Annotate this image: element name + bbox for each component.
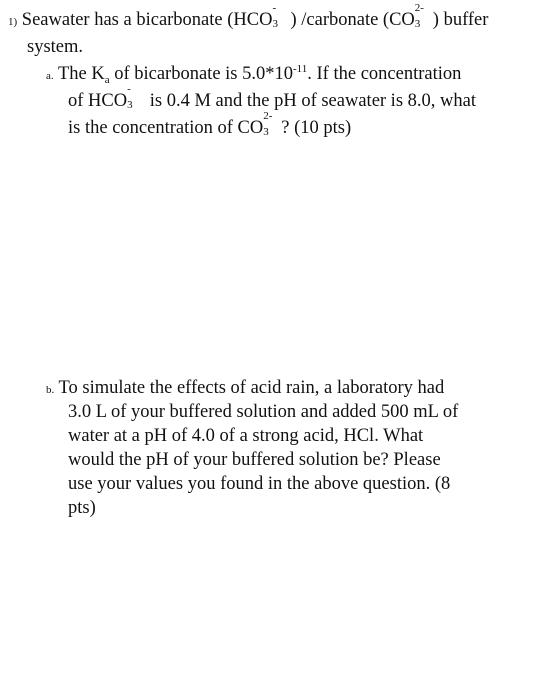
q1-text-suffix: ) buffer	[432, 10, 489, 30]
hco3-charge: -	[272, 2, 277, 14]
part-b-line-2: 3.0 L of your buffered solution and added 500 mL of	[68, 402, 459, 422]
hco3-subsup	[272, 2, 290, 30]
exponent: -11	[293, 63, 308, 75]
hco3-subscript-2: 3	[127, 99, 133, 111]
q1-text-prefix: Seawater has a bicarbonate (HCO	[21, 10, 273, 30]
part-a-l1-prefix: The K	[57, 64, 105, 84]
co3-subscript: 3	[414, 18, 421, 30]
part-b-line-1	[46, 376, 444, 402]
part-a-l3-suffix: ? (10 pts)	[281, 118, 352, 138]
part-a-l1-suffix: . If the concentration	[307, 64, 462, 84]
part-a-label: a.	[46, 70, 54, 82]
part-b-line-4: would the pH of your buffered solution be? Please	[68, 450, 441, 470]
part-a-l2-prefix: of HCO	[68, 91, 128, 111]
part-b-label: b.	[46, 384, 55, 396]
part-a-l3-prefix: is the concentration of CO	[68, 118, 264, 138]
co3-subscript-2: 3	[263, 126, 269, 138]
ka-subscript: a	[104, 74, 110, 86]
hco3-subscript: 3	[272, 18, 278, 30]
hco3-subsup-2	[127, 83, 145, 111]
co3-subsup	[414, 2, 433, 30]
part-a-line-1	[46, 62, 461, 88]
co3-subsup-2	[263, 110, 281, 138]
part-a-line-3	[68, 110, 352, 140]
part-a-l2-suffix: is 0.4 M and the pH of seawater is 8.0, what	[145, 91, 476, 111]
co3-charge: 2-	[414, 2, 424, 14]
co3-charge-2: 2-	[263, 110, 273, 122]
part-b-line-5: use your values you found in the above question. (8	[68, 474, 451, 494]
hco3-charge-2: -	[127, 83, 131, 95]
part-a-line-2	[68, 83, 476, 113]
part-a-l1-middle: of bicarbonate is 5.0*10	[109, 64, 293, 84]
question-number: 1)	[8, 16, 18, 28]
q1-text-middle: ) /carbonate (CO	[290, 10, 415, 30]
part-b-text-1: To simulate the effects of acid rain, a laboratory had	[58, 378, 445, 398]
question-1-line-2: system.	[27, 37, 84, 57]
part-b-line-3: water at a pH of 4.0 of a strong acid, HCl. What	[68, 426, 424, 446]
part-b-line-6: pts)	[68, 498, 96, 518]
question-1-line-1	[8, 2, 489, 34]
